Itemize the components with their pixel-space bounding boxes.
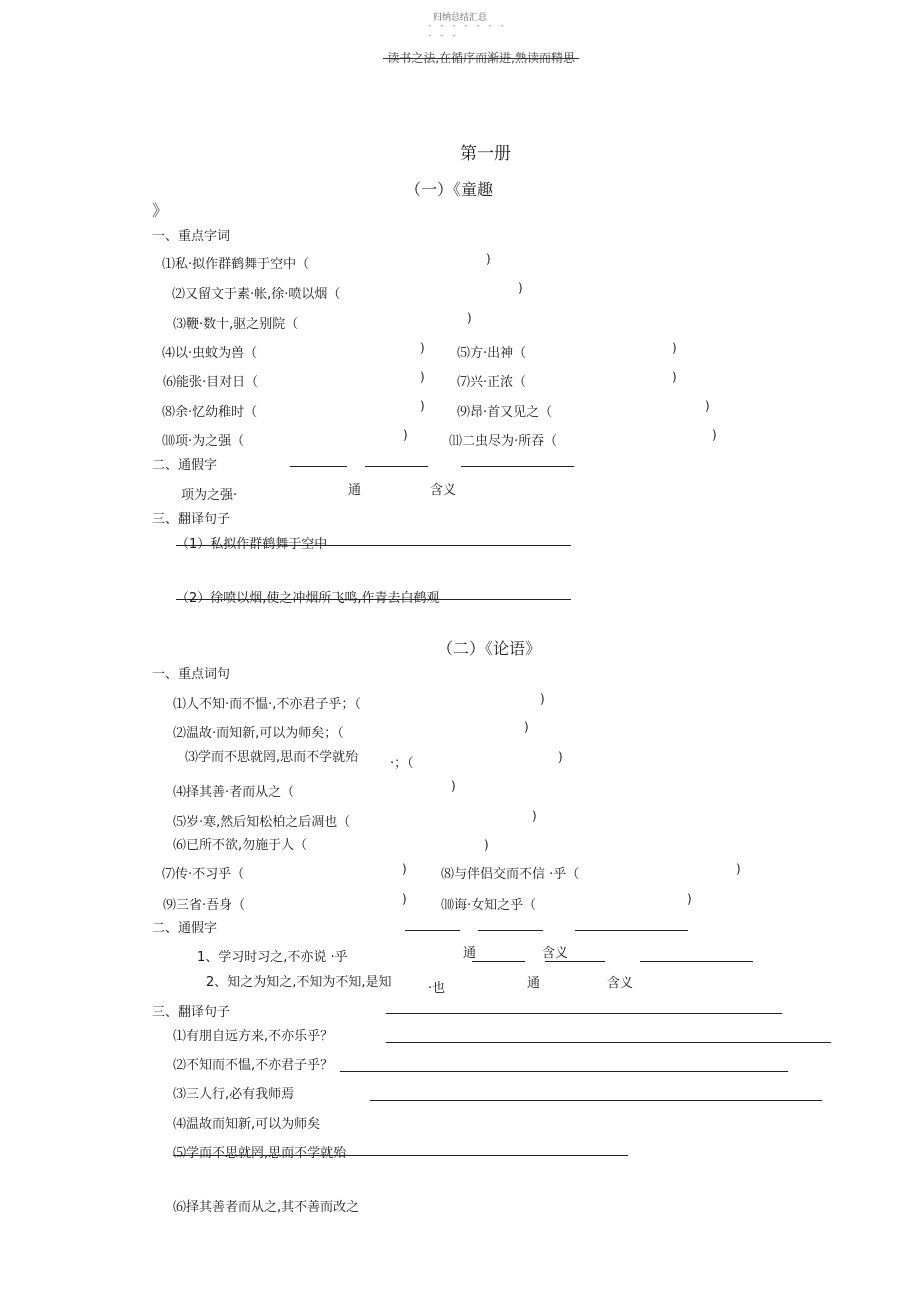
answer-line [176,599,571,600]
lesson1-translate-1: （1）私拟作群鹤舞于空中 [176,537,328,552]
answer-line [386,1013,782,1014]
answer-blank [478,930,543,931]
lesson1-section2-heading: 二、通假字 [152,458,218,473]
close-paren: ) [518,281,523,295]
lesson2-translate-1: ⑴有朋自远方来,不亦乐乎？ [173,1029,334,1044]
lesson1-item-4: ⑷以·虫蚊为兽（ [162,346,258,361]
tong-label: 通 [463,946,477,961]
lesson1-title: （一）《童趣 [405,180,494,199]
lesson1-item-7: ⑺兴·正浓（ [457,375,527,390]
close-paren: ) [705,399,710,413]
lesson2-item-10: ⑽诲·女知之乎（ [441,898,537,913]
lesson2-item-4: ⑷择其善·者而从之（ [173,785,295,800]
answer-blank [545,961,605,962]
close-paren: ) [467,311,472,325]
lesson1-section1-heading: 一、重点字词 [152,229,231,244]
close-paren: ) [558,750,563,764]
close-paren: ) [420,370,425,384]
header-dashes: - - - - - - - [428,21,507,31]
close-paren: ) [402,892,407,906]
answer-blank [640,961,753,962]
answer-blank [575,930,688,931]
close-paren: ) [672,341,677,355]
lesson2-translate-5: ⑸学而不思就罔,思而不学就殆 [173,1146,347,1161]
lesson1-item-1: ⑴私·拟作群鹤舞于空中（ [162,257,310,272]
lesson1-tongjia-item: 项为之强· [181,488,238,503]
lesson2-tongjia-2: 2、知之为知之,不知为不知,是知 [206,975,392,990]
lesson2-section2-heading: 二、通假字 [152,921,218,936]
answer-line [386,1042,831,1043]
lesson2-section1-heading: 一、重点词句 [152,667,231,682]
lesson1-item-3: ⑶鞭·数十,驱之别院（ [173,317,299,332]
lesson2-title: （二）《论语》 [437,639,542,658]
lesson1-translate-2: （2）徐喷以烟,使之冲烟所飞鸣,作青去白鹤观 [176,591,440,606]
close-paren: ) [524,720,529,734]
lesson1-item-6: ⑹能张·目对日（ [163,375,259,390]
close-paren: ) [687,892,692,906]
lesson2-section3-heading: 三、翻译句子 [152,1005,231,1020]
close-paren: ) [672,370,677,384]
lesson1-section3-heading: 三、翻译句子 [152,512,231,527]
lesson2-item-7: ⑺传·不习乎（ [162,867,245,882]
lesson2-item-9: ⑼三省·吾身（ [163,898,246,913]
lesson2-translate-6: ⑹择其善者而从之,其不善而改之 [173,1200,360,1215]
close-paren: ) [540,692,545,706]
close-paren: ) [402,862,407,876]
lesson2-item-3: ⑶学而不思就罔,思而不学就殆 [185,750,359,765]
tong-label: 通 [348,483,362,498]
close-paren: ) [420,399,425,413]
lesson1-item-9: ⑼昂·首又见之（ [457,405,553,420]
answer-line [176,545,571,546]
tong-label: 通 [527,976,541,991]
lesson1-item-5: ⑸方·出神（ [457,346,527,361]
hanyi-label: 含义 [607,976,634,991]
answer-line [340,1071,788,1072]
close-paren: ) [484,838,489,852]
answer-line [173,1155,628,1156]
close-paren: ) [532,809,537,823]
close-paren: ) [451,779,456,793]
lesson2-translate-4: ⑷温故而知新,可以为师矣 [173,1117,321,1132]
header-small-text: 归纳总结汇总 [433,13,488,23]
lesson2-translate-3: ⑶三人行,必有我师焉 [173,1087,295,1102]
lesson1-item-11: ⑾二虫尽为·所吞（ [449,434,558,449]
lesson2-item-8: ⑻与伴侣交而不信 ·乎（ [441,867,580,882]
header-dashes-2: - - - [428,31,459,41]
answer-blank [405,930,460,931]
answer-blank [461,466,574,467]
close-paren: ) [420,341,425,355]
lesson2-translate-2: ⑵不知而不愠,不亦君子乎？ [173,1058,334,1073]
answer-line [370,1100,822,1101]
answer-blank [472,961,525,962]
hanyi-label: 含义 [542,946,569,961]
answer-blank [290,466,347,467]
header-motto: -读书之法,在循序而渐进,熟读而精思- [383,51,580,65]
close-paren: ) [486,252,491,266]
lesson1-item-10: ⑽项·为之强（ [162,434,245,449]
lesson2-item-2: ⑵温故·而知新,可以为师矣；（ [173,726,344,741]
lesson2-tongjia-2-ye: ·也 [428,981,446,996]
hanyi-label: 含义 [430,483,457,498]
lesson1-item-2: ⑵又留文于素·帐,徐·喷以烟（ [172,287,341,302]
lesson2-item-6: ⑹已所不欲,勿施于人（ [173,838,308,853]
lesson2-item-3-tail: ·；（ [390,756,414,771]
lesson2-item-1: ⑴人不知·而不愠·,不亦君子乎；（ [173,697,361,712]
page-title: 第一册 [460,144,511,164]
close-paren: ) [403,428,408,442]
answer-blank [365,466,428,467]
lesson2-item-5: ⑸岁·寒,然后知松柏之后凋也（ [173,815,351,830]
lesson1-title-close: 》 [152,201,169,220]
close-paren: ) [712,428,717,442]
close-paren: ) [736,862,741,876]
lesson1-item-8: ⑻余·忆幼稚时（ [162,405,258,420]
lesson2-tongjia-1: 1、学习时习之,不亦说 ·乎 [197,950,348,965]
